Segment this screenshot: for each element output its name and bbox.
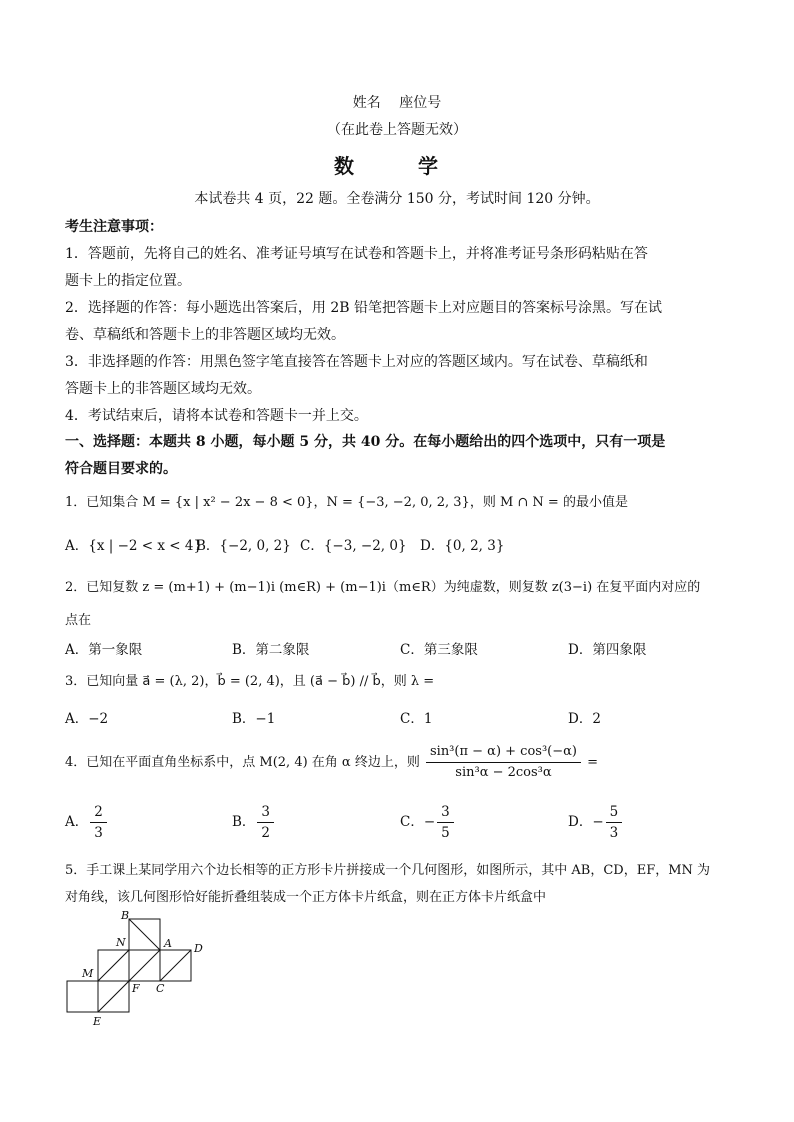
label-a: A — [164, 937, 172, 950]
q4-option-c-sign: − — [423, 814, 436, 830]
q1-option-c: C．{−3, −2, 0} — [300, 538, 407, 554]
q4-option-a-den: 3 — [94, 825, 103, 841]
q1-option-b: B．{−2, 0, 2} — [196, 538, 291, 554]
q4-fraction-denominator: sin³α − 2cos³α — [455, 765, 552, 780]
notice-line: 3．非选择题的作答：用黑色签字笔直接答在答题卡上对应的答题区域内。写在试卷、草稿纸和 — [65, 354, 648, 370]
q4-option-b-label: B． — [232, 814, 256, 830]
q2-option-d: D．第四象限 — [568, 642, 647, 658]
notice-heading: 考生注意事项： — [65, 219, 163, 235]
net-square-row3-left — [67, 981, 98, 1012]
q4-option-d-label: D． — [568, 814, 593, 830]
q3-stem: 3．已知向量 a⃗ = (λ, 2)，b⃗ = (2, 4)，且 (a⃗ − b⃗) // b⃗，则 λ = — [65, 674, 435, 689]
q4-option-b-den: 2 — [261, 825, 271, 841]
q2-stem: 2．已知复数 z = (m+1) + (m−1)i (m∈R) + (m−1)i（m∈R）为纯虚数，则复数 z(3−i) 在复平面内对应的 — [65, 580, 701, 595]
section-heading-cont: 符合题目要求的。 — [65, 461, 177, 477]
q3-option-d: D．2 — [568, 711, 601, 727]
q4-option-d-den: 3 — [609, 825, 619, 841]
q4-option-a-num: 2 — [90, 802, 107, 823]
invalid-note: （在此卷上答题无效） — [327, 122, 467, 138]
q4-option-c-num: 3 — [437, 802, 454, 823]
page-title: 数 学 — [334, 154, 460, 178]
cube-net-figure — [60, 910, 230, 1030]
q4-option-b-num: 3 — [257, 802, 274, 823]
diagonal-cd — [160, 950, 191, 981]
notice-line: 4．考试结束后，请将本试卷和答题卡一并上交。 — [65, 408, 368, 424]
exam-info: 本试卷共 4 页，22 题。全卷满分 150 分，考试时间 120 分钟。 — [194, 191, 600, 207]
diagonal-ef — [98, 981, 129, 1012]
q4-option-b — [232, 802, 276, 843]
q4-equals: = — [587, 755, 599, 770]
q4-option-c — [400, 802, 456, 843]
label-d: D — [194, 942, 203, 955]
q4-option-d-sign: − — [592, 814, 604, 830]
diagonal-mn — [98, 950, 129, 981]
q4-stem — [65, 742, 735, 783]
notice-line: 1．答题前，先将自己的姓名、准考证号填写在试卷和答题卡上，并将准考证号条形码粘贴在答 — [65, 246, 648, 262]
q4-option-b-fraction — [257, 802, 274, 843]
q4-option-c-label: C． — [400, 814, 424, 830]
q2-option-b: B．第二象限 — [232, 642, 310, 658]
q4-option-d — [568, 802, 624, 843]
label-n: N — [116, 936, 126, 949]
q4-fraction — [426, 742, 581, 783]
q1-option-d: D．{0, 2, 3} — [420, 538, 505, 554]
q2-stem-cont: 点在 — [65, 613, 92, 628]
q4-option-d-num: 5 — [606, 802, 623, 823]
q3-option-a: A．−2 — [65, 711, 109, 727]
label-c: C — [156, 982, 165, 995]
q2-option-c: C．第三象限 — [400, 642, 478, 658]
q3-option-b: B．−1 — [232, 711, 276, 727]
q3-option-c: C．1 — [400, 711, 433, 727]
diagonal-ab — [129, 919, 160, 950]
notice-line: 2．选择题的作答：每小题选出答案后，用 2B 铅笔把答题卡上对应题目的答案标号涂黑。写在试 — [65, 300, 663, 316]
q4-option-a-label: A． — [65, 814, 89, 830]
notice-line: 答题卡上的非答题区域均无效。 — [65, 381, 261, 397]
label-m: M — [82, 967, 94, 980]
label-e: E — [93, 1015, 102, 1028]
notice-line: 卷、草稿纸和答题卡上的非答题区域均无效。 — [65, 327, 345, 343]
label-b: B — [121, 910, 130, 922]
q4-option-c-fraction — [437, 802, 454, 843]
q2-option-a: A．第一象限 — [65, 642, 143, 658]
q1-stem: 1．已知集合 M = {x | x² − 2x − 8 < 0}，N = {−3, −2, 0, 2, 3}，则 M ∩ N = 的最小值是 — [65, 495, 628, 510]
q5-stem: 5．手工课上某同学用六个边长相等的正方形卡片拼接成一个几何图形，如图所示，其中 AB，CD，EF，MN 为 — [65, 863, 711, 878]
q4-option-d-fraction — [606, 802, 623, 843]
q4-option-a-fraction — [90, 802, 107, 843]
section-heading: 一、选择题：本题共 8 小题，每小题 5 分，共 40 分。在每小题给出的四个选项中，只有一项是 — [65, 434, 666, 450]
q4-option-a — [65, 802, 109, 843]
notice-line: 题卡上的指定位置。 — [65, 273, 191, 289]
label-f: F — [132, 982, 140, 995]
name-seat-line: 姓名 座位号 — [352, 95, 442, 111]
q4-stem-text: 4．已知在平面直角坐标系中，点 M(2, 4) 在角 α 终边上，则 — [65, 755, 420, 770]
diagonal-row2 — [129, 950, 160, 981]
q5-stem-cont: 对角线，该几何图形恰好能折叠组装成一个正方体卡片纸盒，则在正方体卡片纸盒中 — [65, 890, 547, 905]
q4-option-c-den: 5 — [441, 825, 450, 841]
q1-option-a: A．{x | −2 < x < 4} — [65, 538, 203, 554]
q4-fraction-numerator: sin³(π − α) + cos³(−α) — [426, 742, 581, 763]
